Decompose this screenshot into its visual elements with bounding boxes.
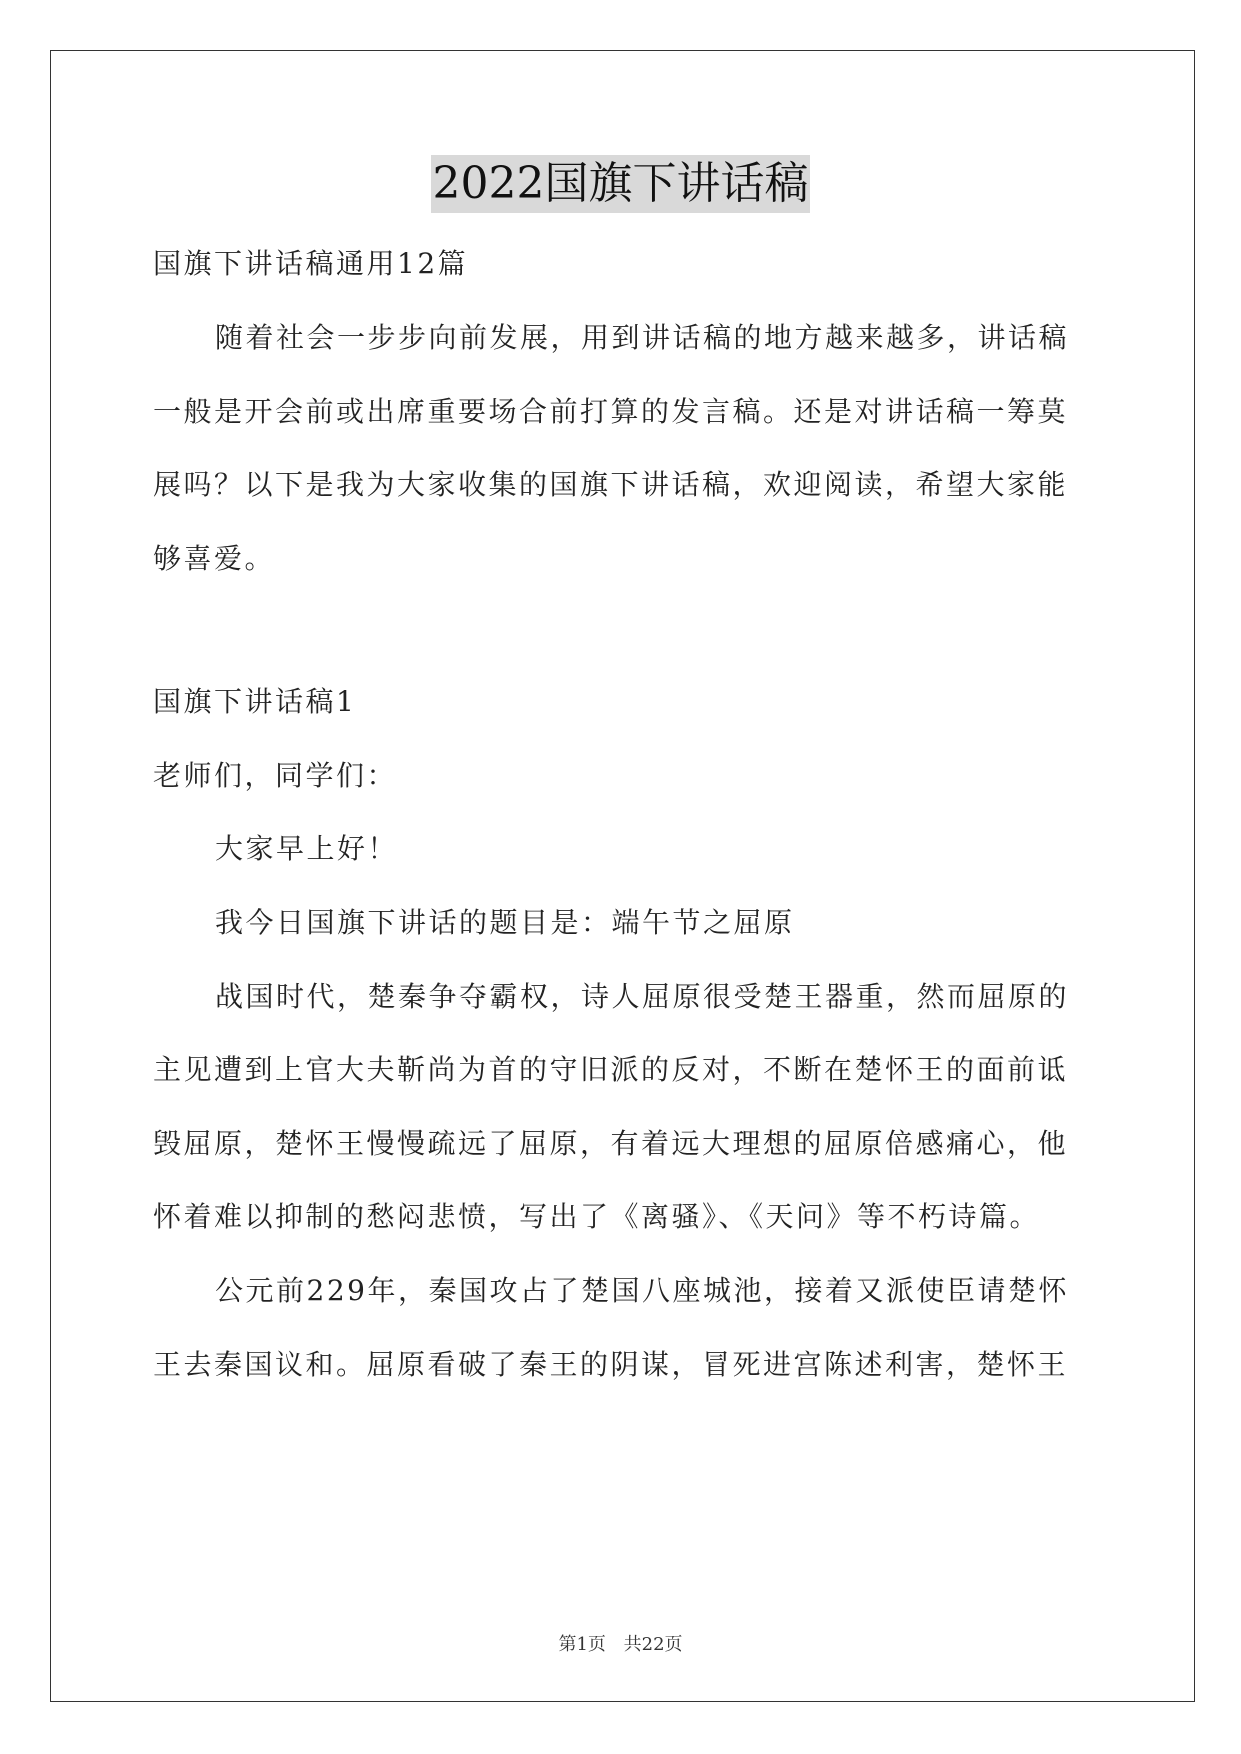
salutation-line: 老师们，同学们： [153,759,398,792]
paragraph-line: 毁屈原，楚怀王慢慢疏远了屈原，有着远大理想的屈原倍感痛心，他 [153,1127,1069,1160]
paragraph-line: 大家早上好！ [215,832,399,865]
paragraph-line: 随着社会一步步向前发展，用到讲话稿的地方越来越多，讲话稿 [215,321,1070,354]
paragraph-line: 展吗？以下是我为大家收集的国旗下讲话稿，欢迎阅读，希望大家能 [153,468,1069,501]
paragraph-line: 战国时代，楚秦争夺霸权，诗人屈原很受楚王器重，然而屈原的 [215,980,1070,1013]
section-heading: 国旗下讲话稿1 [153,685,357,718]
paragraph-line: 公元前229年，秦国攻占了楚国八座城池，接着又派使臣请楚怀 [215,1274,1069,1307]
paragraph-line: 主见遭到上官大夫靳尚为首的守旧派的反对，不断在楚怀王的面前诋 [153,1053,1069,1086]
document-title: 2022国旗下讲话稿 [431,155,811,213]
subtitle-line: 国旗下讲话稿通用12篇 [153,247,469,280]
title-container [0,155,1241,213]
paragraph-line: 怀着难以抑制的愁闷悲愤，写出了《离骚》、《天问》等不朽诗篇。 [153,1200,1041,1233]
paragraph-line: 王去秦国议和。屈原看破了秦王的阴谋，冒死进宫陈述利害，楚怀王 [153,1348,1069,1381]
paragraph-line: 一般是开会前或出席重要场合前打算的发言稿。还是对讲话稿一筹莫 [153,395,1069,428]
paragraph-line: 我今日国旗下讲话的题目是：端午节之屈原 [215,906,795,939]
paragraph-line: 够喜爱。 [153,542,276,575]
page-frame [50,50,1195,1702]
page-total: 共22页 [623,1634,683,1655]
page-number: 第1页 [558,1634,606,1655]
page-footer [0,1630,1241,1656]
